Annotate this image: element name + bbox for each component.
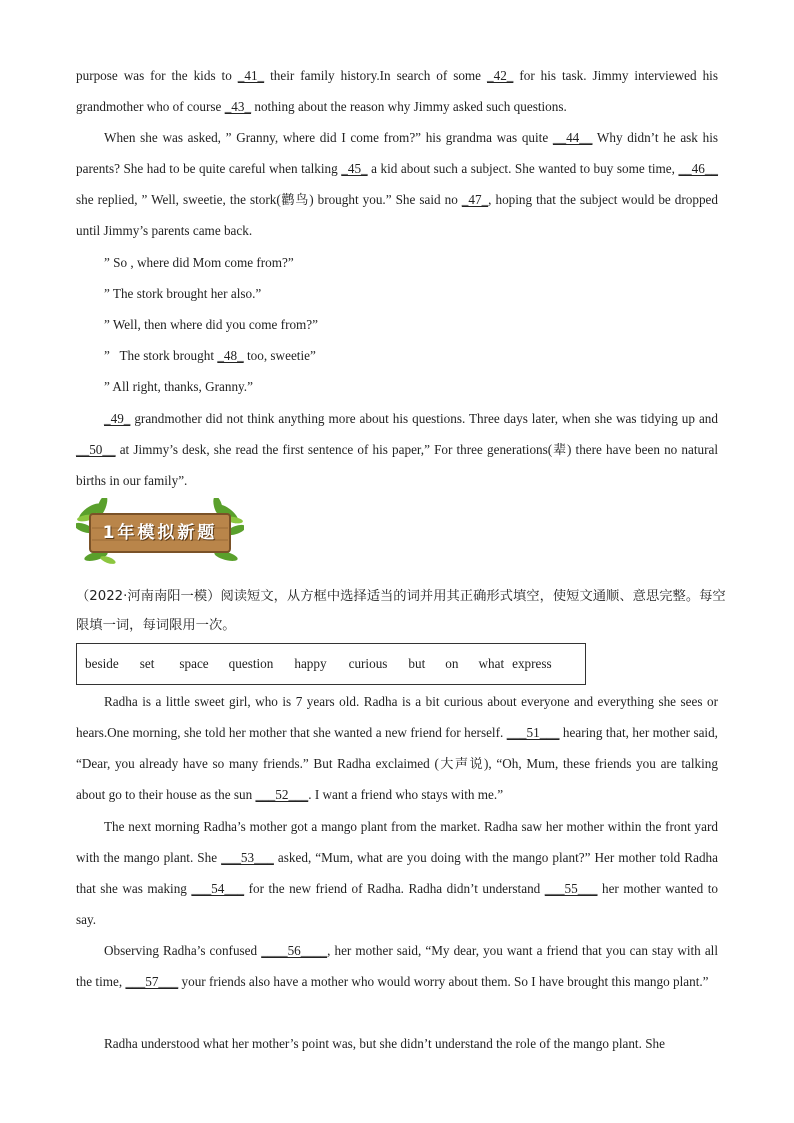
blank-49: _49_ (104, 411, 131, 426)
text-run: too, sweetie” (243, 348, 316, 363)
text-run: Radha is a little sweet girl, who is 7 years old. Radha is a bit curious about everyone and everything she sees or hears.One morning, she told her mother that she wanted a new friend for herself. (76, 694, 718, 740)
word-bank-item: what (478, 656, 505, 671)
passage2-paragraph-2 (76, 811, 718, 935)
text-run: for the new friend of Radha. Radha didn’t understand (244, 881, 545, 896)
text-run: The next morning Radha’s mother got a mango plant from the market. Radha saw her mother within the front yard with the mango plant. She (76, 819, 718, 865)
text-run: Why didn’t he ask his parents? She had to be quite careful when talking (76, 130, 718, 176)
dialogue-line-4 (104, 340, 746, 371)
blank-46: __46__ (678, 161, 719, 176)
passage1-paragraph-3 (76, 403, 718, 496)
text-run: , hoping that the subject would be dropped until Jimmy’s parents came back. (76, 192, 718, 238)
blank-52: ___52___ (255, 787, 309, 802)
word-bank-item: set (139, 656, 155, 671)
word-bank-item: curious (348, 656, 388, 671)
blank-43: _43_ (224, 99, 252, 114)
section-banner (76, 498, 244, 566)
dialogue-line-5: ” All right, thanks, Granny.” (104, 379, 253, 394)
blank-41: _41_ (237, 68, 265, 83)
text-run: Observing Radha’s confused (104, 943, 262, 958)
dialogue-line-3: ” Well, then where did you come from?” (104, 317, 319, 332)
passage1-paragraph-2 (76, 122, 718, 246)
text-run: their family history.In search of some (264, 68, 487, 83)
word-bank-item: beside (85, 656, 119, 671)
blank-54: ___54___ (191, 881, 245, 896)
text-run: for his task. Jimmy interviewed his grandmother who of course (76, 68, 718, 114)
instructions: （2022·河南南阳一模）阅读短文，从方框中选择适当的词并用其正确形式填空，使短文通顺、意思完整。每空限填一词，每词限用一次。 (76, 589, 726, 633)
blank-47: _47_ (461, 192, 489, 207)
word-bank-item: question (228, 656, 274, 671)
text-run: purpose was for the kids to (76, 68, 238, 83)
text-run: a kid about such a subject. She wanted to buy some time, (367, 161, 679, 176)
blank-57: ___57___ (125, 974, 179, 989)
text-run: at Jimmy’s desk, she read the first sentence of his paper,” For three generations(辈) there have been no natural births in our family”. (76, 442, 718, 488)
blank-50: __50__ (76, 442, 116, 457)
word-bank-item: space (179, 656, 209, 671)
text-run: , her mother said, “My dear, you want a friend that you can stay with all the time, (76, 943, 718, 989)
text-run: grandmother did not think anything more about his questions. Three days later, when she was tidying up and (130, 411, 718, 426)
text-run: your friends also have a mother who would worry about them. So I have brought this mango plant.” (178, 974, 709, 989)
word-bank-item: on (445, 656, 459, 671)
dialogue-line-2: ” The stork brought her also.” (104, 286, 262, 301)
passage2-paragraph-3 (76, 935, 718, 997)
blank-48: _48_ (217, 348, 244, 363)
text-run: her mother wanted to say. (76, 881, 718, 927)
word-bank-item: but (408, 656, 426, 671)
blank-51: ___51___ (506, 725, 560, 740)
blank-44: __44__ (552, 130, 593, 145)
passage1-paragraph-1 (76, 60, 718, 122)
blank-56: ____56____ (261, 943, 328, 958)
blank-53: ___53___ (221, 850, 274, 865)
text-run: hearing that, her mother said, “Dear, you already have so many friends.” But Radha exclaimed (大声说), “Oh, Mum, these friends you are talking about go to their house as the sun (76, 725, 718, 802)
passage2-paragraph-4: Radha understood what her mother’s point was, but she didn’t understand the role of the mango plant. She (104, 1036, 665, 1051)
text-run: . I want a friend who stays with me.” (308, 787, 504, 802)
blank-42: _42_ (487, 68, 514, 83)
word-bank-item: happy (294, 656, 327, 671)
word-bank-item: express (512, 656, 552, 671)
blank-45: _45_ (341, 161, 368, 176)
text-run: nothing about the reason why Jimmy asked such questions. (251, 99, 567, 114)
text-run: she replied, ” Well, sweetie, the stork(鹳鸟) brought you.” She said no (76, 192, 462, 207)
banner-title: 1年模拟新题 (102, 523, 218, 543)
text-run: When she was asked, ” Granny, where did I come from?” his grandma was quite (104, 130, 553, 145)
word-bank (76, 643, 586, 685)
text-run: ” The stork brought (104, 348, 218, 363)
text-run: asked, “Mum, what are you doing with the mango plant?” Her mother told Radha that she was making (76, 850, 718, 896)
passage2-paragraph-1 (76, 686, 718, 810)
dialogue-line-1: ” So , where did Mom come from?” (104, 255, 294, 270)
blank-55: ___55___ (544, 881, 598, 896)
